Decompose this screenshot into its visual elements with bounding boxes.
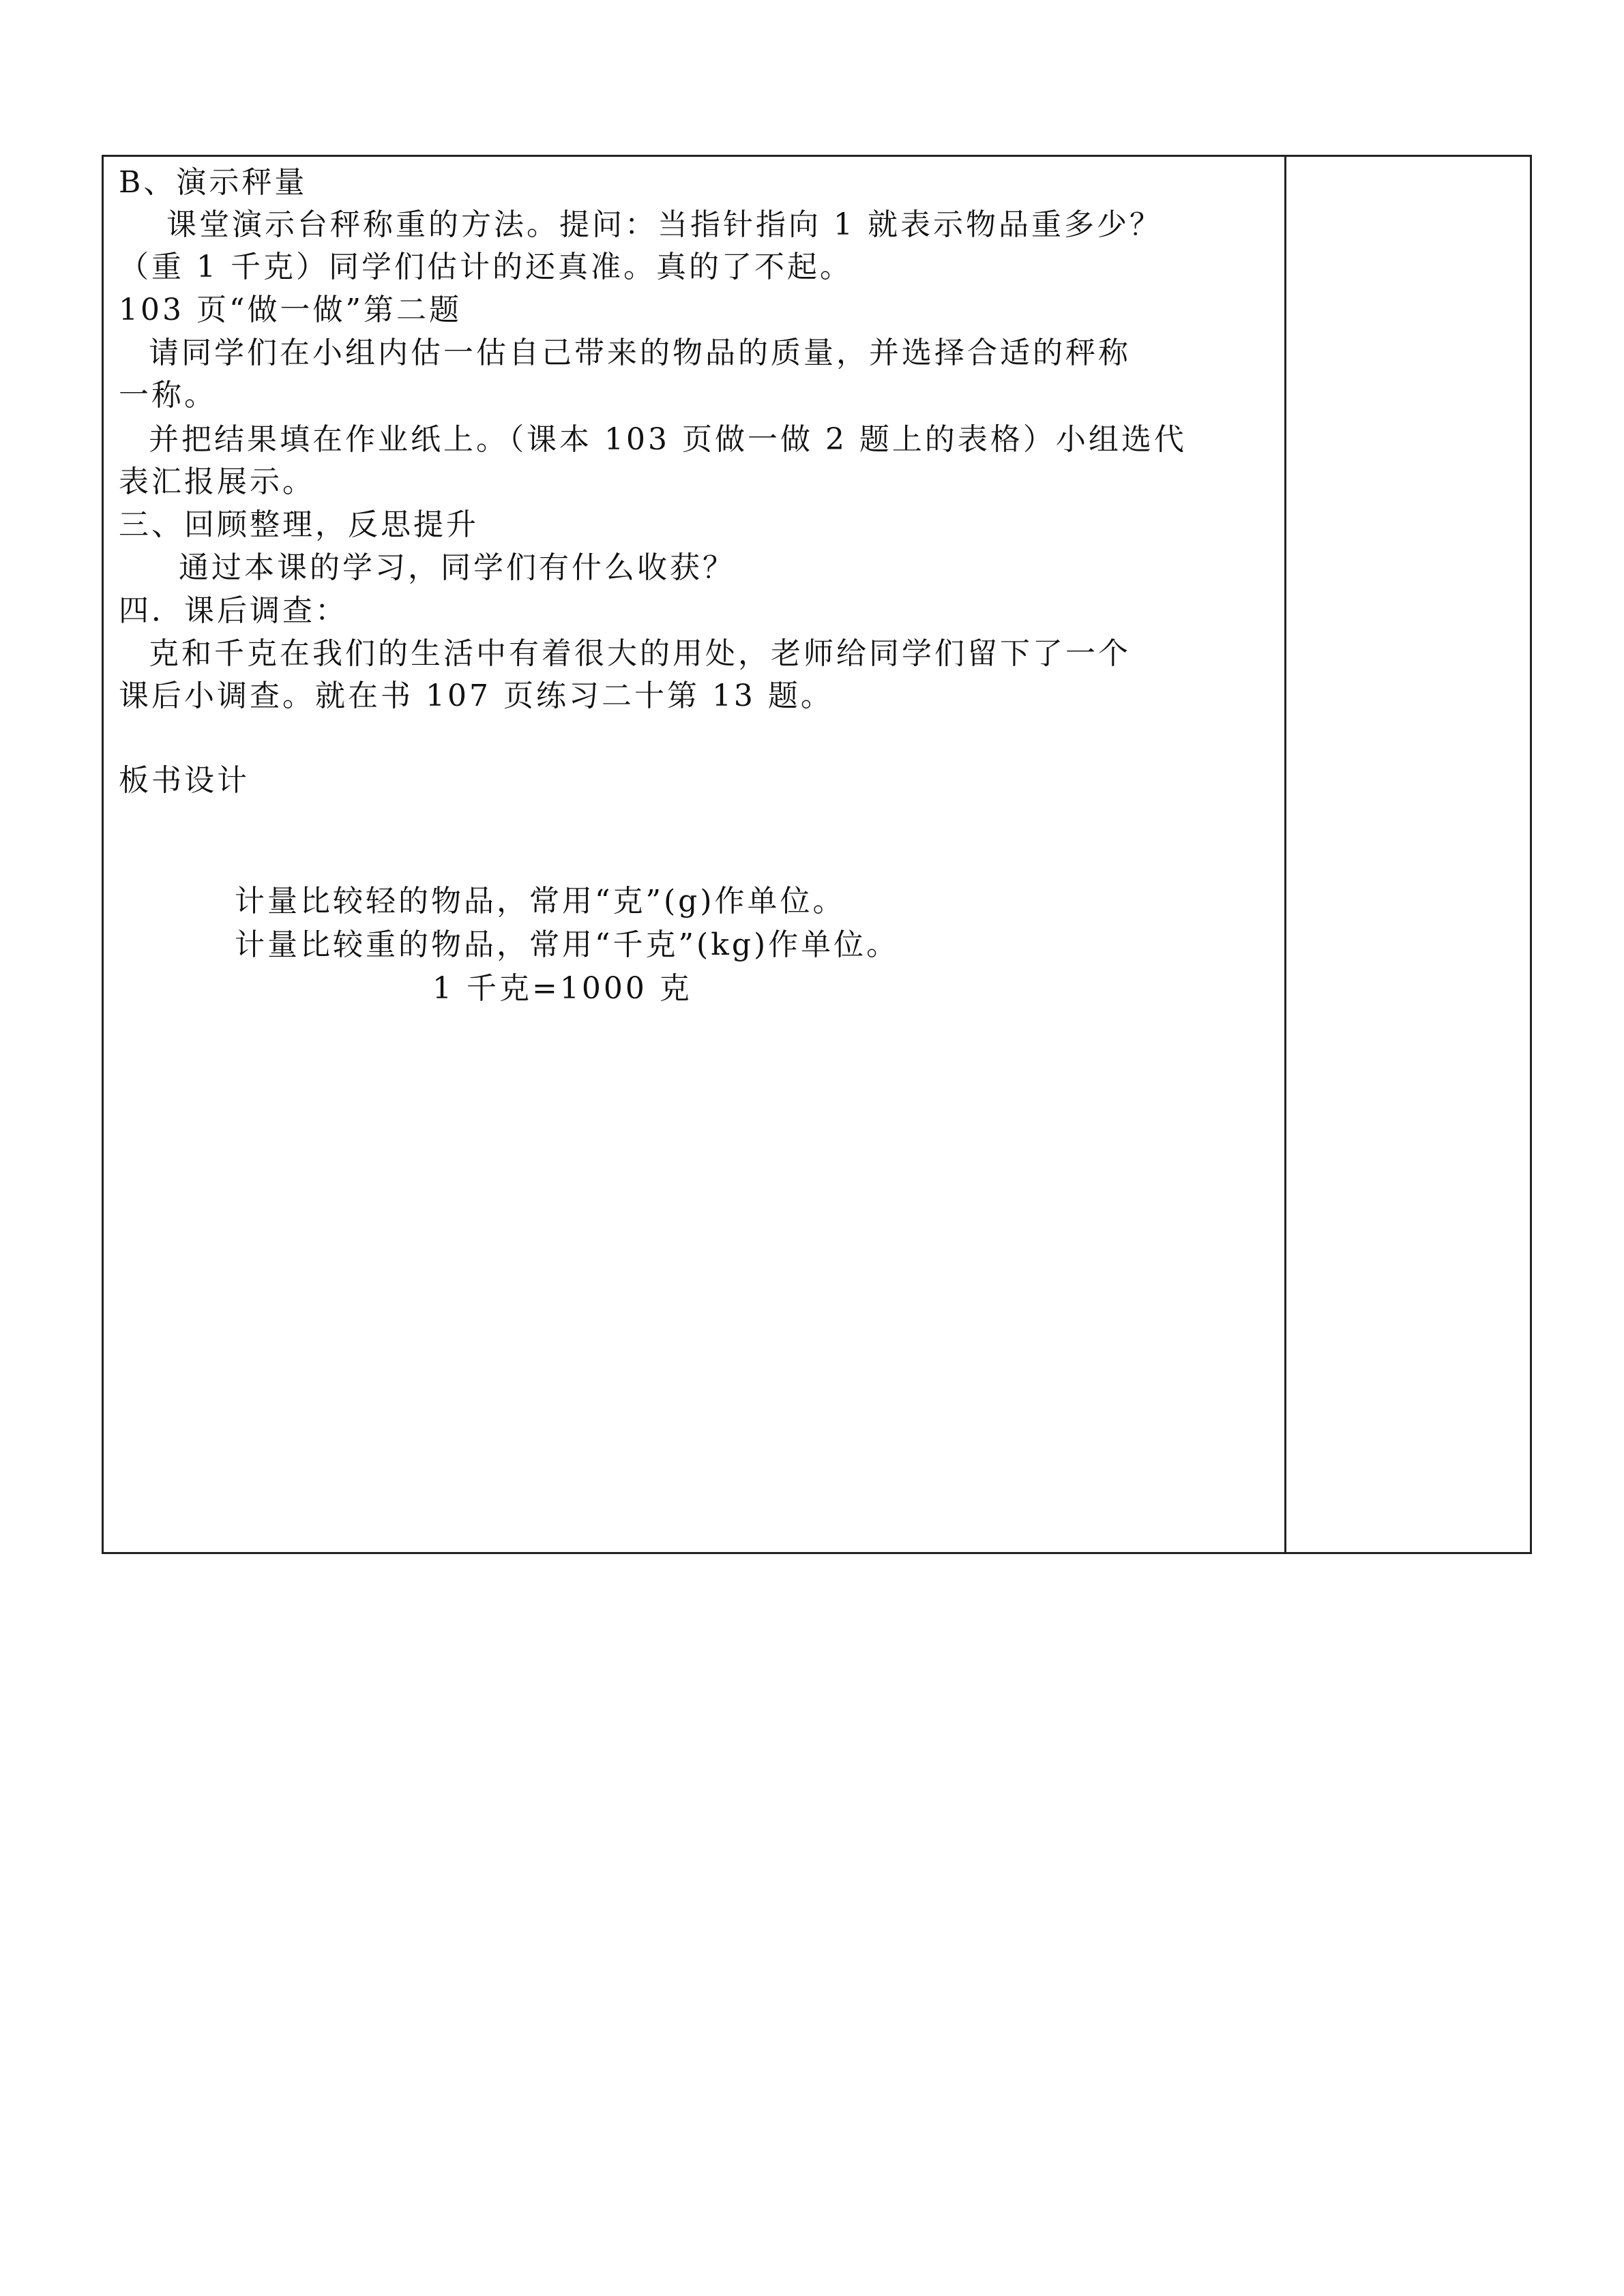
board-line-gram: 计量比较轻的物品，常用“克”(g)作单位。 bbox=[235, 884, 846, 919]
board-line-kilogram: 计量比较重的物品，常用“千克”(kg)作单位。 bbox=[235, 927, 900, 962]
section-b-heading: B、演示秤量 bbox=[119, 165, 308, 200]
report-instruction-line-2: 表汇报展示。 bbox=[119, 464, 315, 499]
survey-paragraph-line-2: 课后小调查。就在书 107 页练习二十第 13 题。 bbox=[119, 679, 833, 713]
demo-paragraph-line-1: 课堂演示台秤称重的方法。提问：当指针指向 1 就表示物品重多少？ bbox=[166, 207, 1162, 242]
exercise-instruction-line-1: 请同学们在小组内估一估自己带来的物品的质量，并选择合适的秤称 bbox=[149, 336, 1131, 370]
survey-paragraph-line-1: 克和千克在我们的生活中有着很大的用处，老师给同学们留下了一个 bbox=[149, 636, 1131, 671]
notes-cell bbox=[1286, 157, 1530, 1552]
review-question: 通过本课的学习，同学们有什么收获？ bbox=[179, 550, 735, 585]
lesson-content-cell bbox=[119, 157, 1278, 1552]
board-line-conversion: 1 千克=1000 克 bbox=[432, 971, 692, 1006]
exercise-heading: 103 页“做一做”第二题 bbox=[119, 293, 462, 327]
report-instruction-line-1: 并把结果填在作业纸上。（课本 103 页做一做 2 题上的表格）小组选代 bbox=[149, 422, 1187, 457]
section-three-heading: 三、回顾整理，反思提升 bbox=[119, 507, 479, 542]
exercise-instruction-line-2: 一称。 bbox=[119, 378, 217, 413]
lesson-table bbox=[102, 155, 1532, 1554]
demo-paragraph-line-2: （重 1 千克）同学们估计的还真准。真的了不起。 bbox=[119, 250, 853, 284]
section-four-heading: 四．课后调查： bbox=[119, 593, 348, 628]
board-design-heading: 板书设计 bbox=[119, 763, 250, 798]
